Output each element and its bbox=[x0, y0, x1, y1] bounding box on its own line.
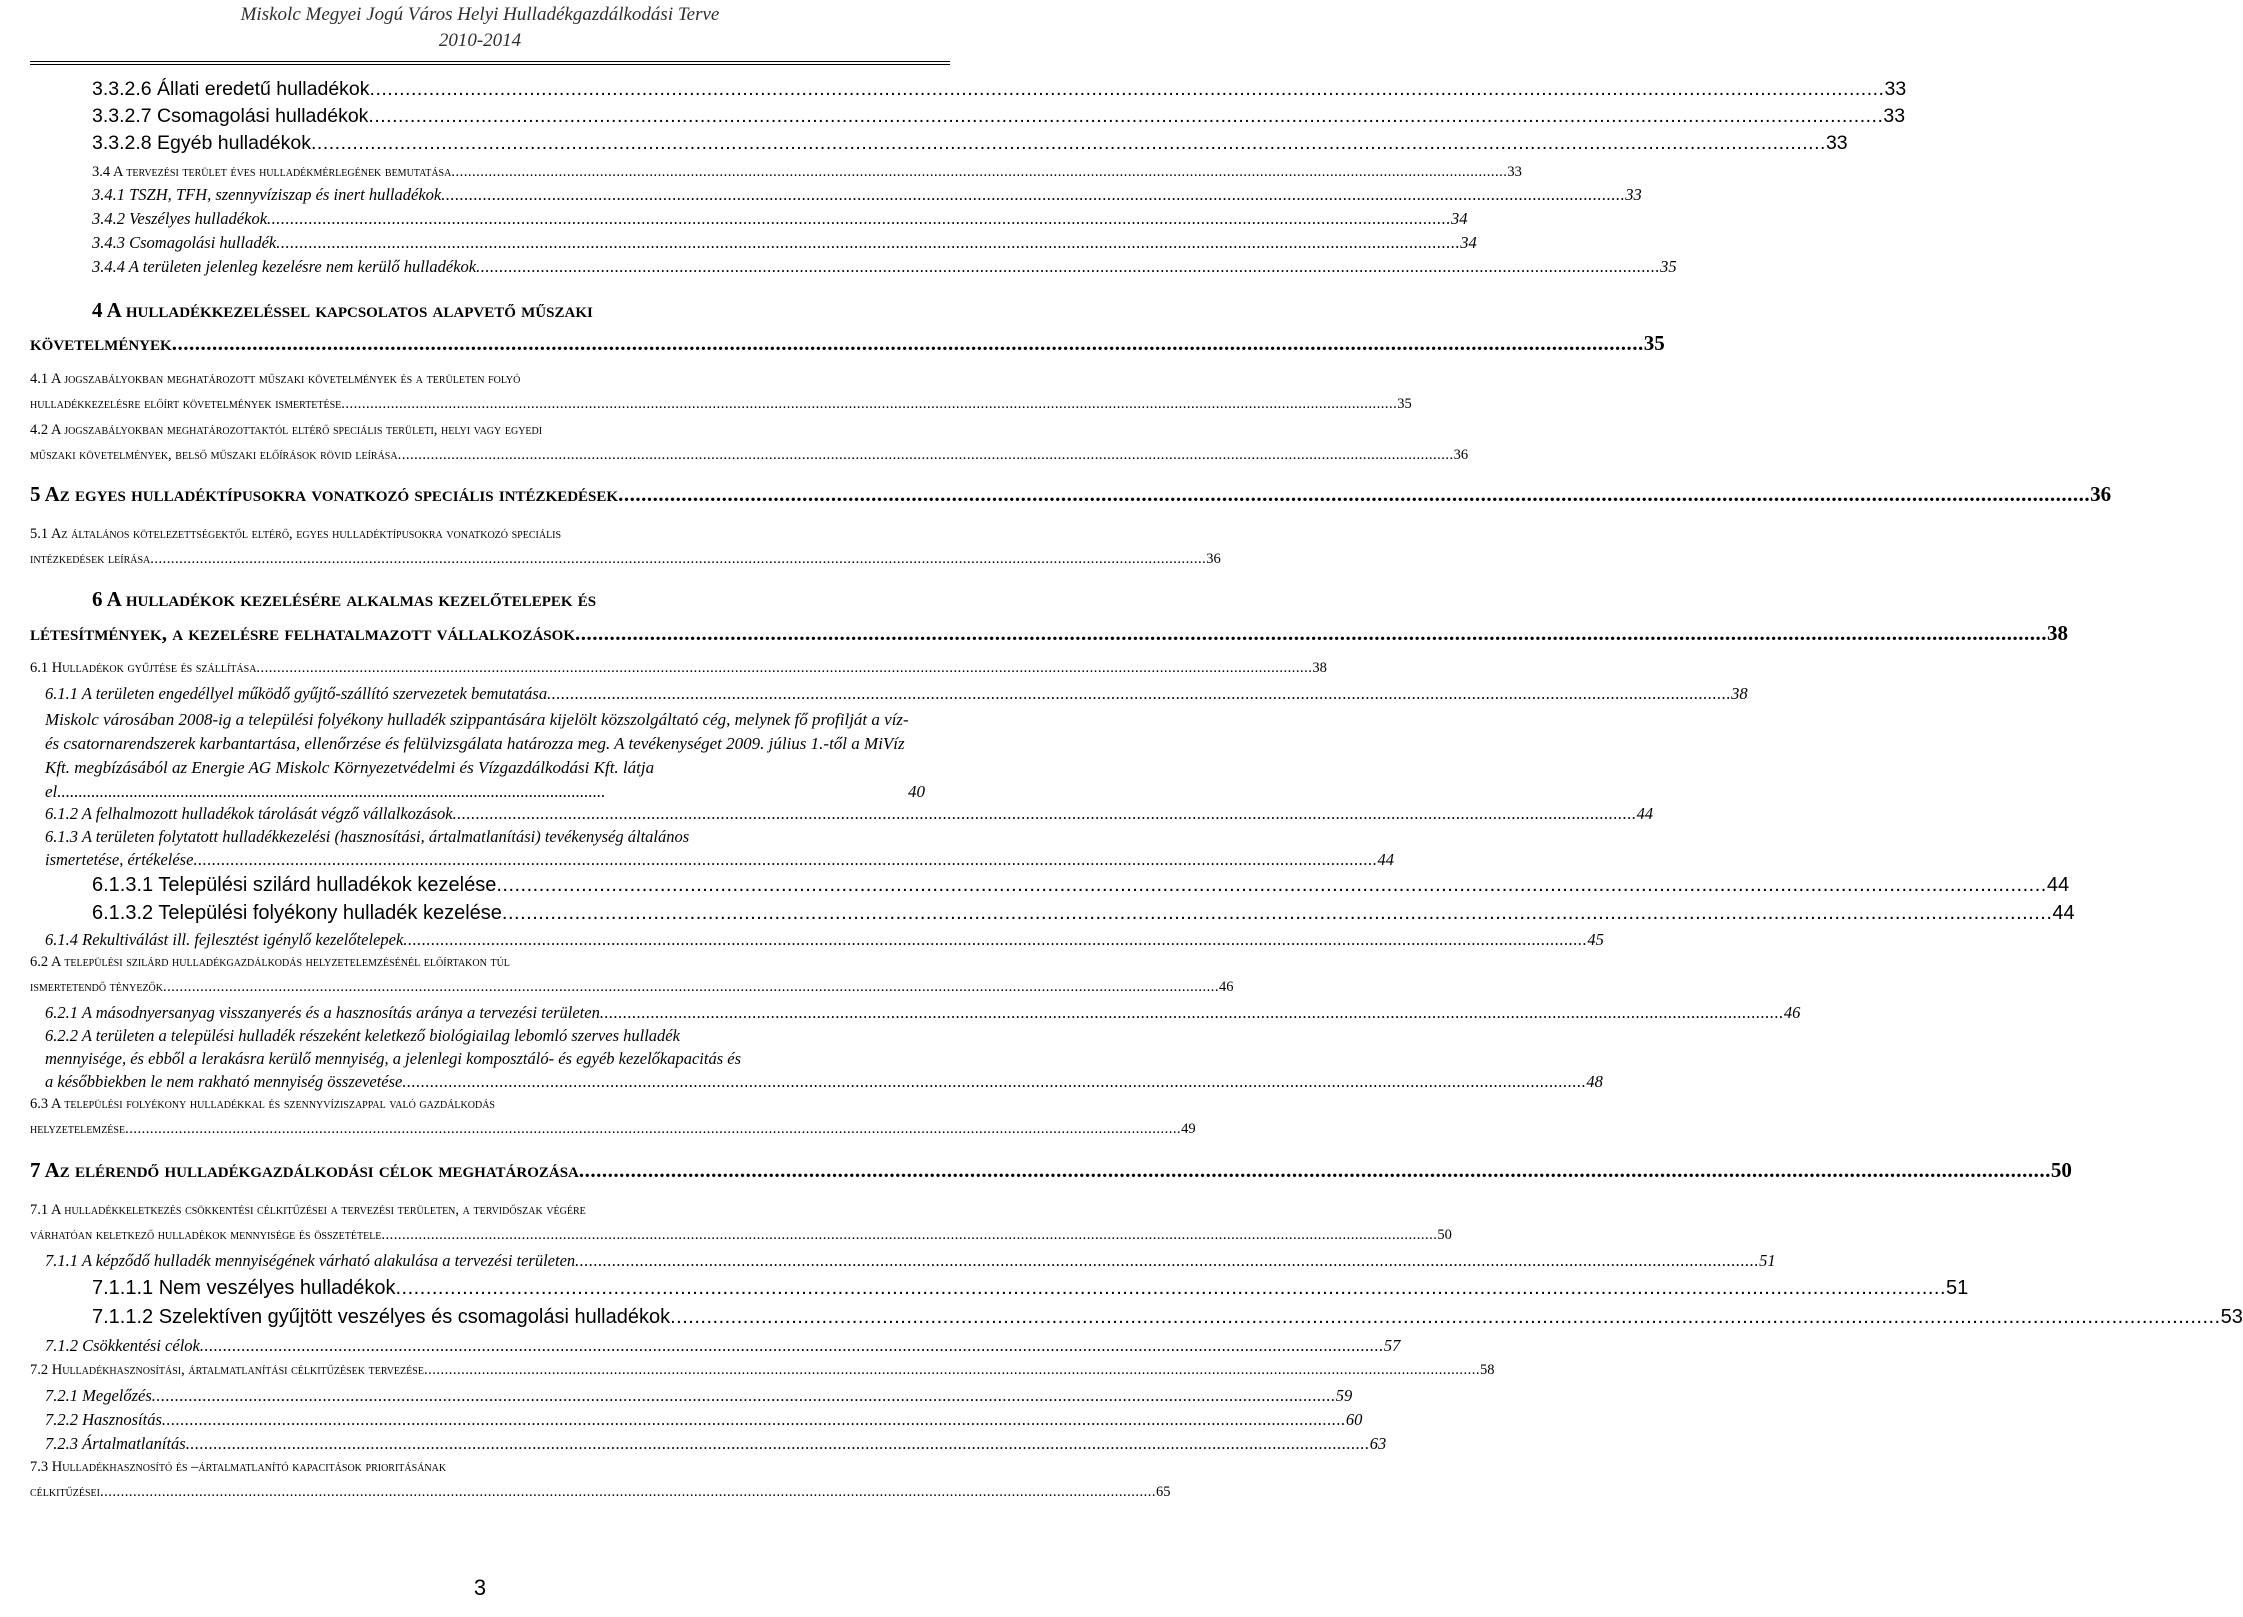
toc-entry[interactable]: várhatóan keletkező hulladékok mennyisége és összetétele ..... 50 bbox=[30, 1228, 925, 1243]
toc-entry[interactable]: 7.2.2 Hasznosítás ..... 60 bbox=[45, 1412, 925, 1429]
page-number: 3 bbox=[473, 1575, 487, 1600]
toc-entry[interactable]: létesítmények, a kezelésre felhatalmazott vállalkozások ..... 38 bbox=[30, 623, 925, 644]
toc-entry[interactable]: 6.1.3.2 Települési folyékony hulladék kezelése ..... 44 bbox=[92, 903, 925, 923]
toc-entry[interactable]: 3.4.2 Veszélyes hulladékok ..... 34 bbox=[92, 211, 922, 228]
toc-entry[interactable]: ismertetése, értékelése ..... 44 bbox=[45, 852, 925, 869]
toc-entry[interactable]: 3.4.1 TSZH, TFH, szennyvíziszap és inert hulladékok ..... 33 bbox=[92, 187, 922, 204]
toc-paragraph-text: Miskolc városában 2008-ig a települési folyékony hulladék szippantására kijelölt közszolgáltató cég, melynek fő profilját a víz- és csatornarendszerek karbantartása, ellenőrzése és felülvizsgálata határozza meg. A tevékenységet 2009. július 1.-től a MiVíz Kft. megbízásából az Energie AG Miskolc Környezetvédelmi és Vízgazdálkodási Kft. látja el bbox=[45, 710, 909, 801]
toc-entry-line1[interactable]: 4.2 A jogszabályokban meghatározottaktól eltérő speciális területi, helyi vagy egyedi bbox=[30, 422, 543, 438]
toc-paragraph-page: 40 bbox=[908, 782, 925, 801]
toc-entry[interactable]: 7 Az elérendő hulladékgazdálkodási célok meghatározása ..... 50 bbox=[30, 1160, 925, 1181]
toc-entry-line1[interactable]: 6.1.3 A területen folytatott hulladékkezelési (hasznosítási, ártalmatlanítási) tevékenység általános bbox=[45, 827, 690, 846]
toc-entry[interactable]: műszaki követelmények, belső műszaki előírások rövid leírása ..... 36 bbox=[30, 448, 925, 463]
toc-entry-line1[interactable]: 6.2 A települési szilárd hulladékgazdálkodás helyzetelemzésénél előírtakon túl bbox=[30, 954, 510, 970]
running-header-title: Miskolc Megyei Jogú Város Helyi Hulladékgazdálkodási Terve bbox=[240, 4, 720, 25]
header-rule-double bbox=[30, 64, 950, 65]
toc-entry[interactable]: a későbbiekben le nem rakható mennyiség összevetése ..... 48 bbox=[45, 1074, 925, 1091]
toc-entry[interactable]: 7.1.1 A képződő hulladék mennyiségének várható alakulása a tervezési területen ..... 51 bbox=[45, 1253, 925, 1270]
toc-heading-chapter-4[interactable]: 4 A hulladékkezeléssel kapcsolatos alapvető műszaki bbox=[92, 298, 593, 322]
toc-entry[interactable]: 6.2.1 A másodnyersanyag visszanyerés és a hasznosítás aránya a tervezési területen ..... 46 bbox=[45, 1005, 925, 1022]
toc-entry[interactable]: 7.1.1.2 Szelektíven gyűjtött veszélyes és csomagolási hulladékok ..... 53 bbox=[92, 1307, 925, 1327]
toc-entry[interactable]: ismertetendő tényezők ..... 46 bbox=[30, 980, 925, 995]
toc-entry[interactable]: 3.3.2.8 Egyéb hulladékok ..... 33 bbox=[92, 134, 922, 154]
toc-entry[interactable]: 7.2 Hulladékhasznosítási, ártalmatlanítási célkitűzések tervezése ..... 58 bbox=[30, 1363, 925, 1378]
toc-entry[interactable]: 6.1.3.1 Települési szilárd hulladékok kezelése ..... 44 bbox=[92, 875, 925, 895]
toc-entry-line1[interactable]: 7.3 Hulladékhasznosító és –ártalmatlanító kapacitások prioritásának bbox=[30, 1459, 447, 1475]
toc-entry-line1[interactable]: 6.3 A települési folyékony hulladékkal és szennyvíziszappal való gazdálkodás bbox=[30, 1096, 495, 1112]
header-rule bbox=[30, 61, 950, 62]
toc-entry-line1[interactable]: 5.1 Az általános kötelezettségektől eltérő, egyes hulladéktípusokra vonatkozó speciális bbox=[30, 526, 562, 542]
toc-entry[interactable]: 6.1.2 A felhalmozott hulladékok tárolását végző vállalkozások ..... 44 bbox=[45, 806, 925, 823]
toc-entry-line1[interactable]: 4.1 A jogszabályokban meghatározott műszaki követelmények és a területen folyó bbox=[30, 371, 521, 387]
toc-entry[interactable]: 6.1.1 A területen engedéllyel működő gyűjtő-szállító szervezetek bemutatása ..... 38 bbox=[45, 686, 925, 703]
toc-entry[interactable]: 5 Az egyes hulladéktípusokra vonatkozó speciális intézkedések ..... 36 bbox=[30, 484, 925, 505]
toc-paragraph-entry[interactable] bbox=[45, 708, 925, 804]
toc-entry[interactable]: 3.3.2.7 Csomagolási hulladékok ..... 33 bbox=[92, 107, 922, 127]
toc-entry[interactable]: 3.3.2.6 Állati eredetű hulladékok ..... 33 bbox=[92, 80, 922, 100]
toc-entry[interactable]: 7.1.1.1 Nem veszélyes hulladékok ..... 51 bbox=[92, 1278, 925, 1298]
toc-entry-line1[interactable]: 7.1 A hulladékkeletkezés csökkentési célkitűzései a tervezési területen, a tervidőszak végére bbox=[30, 1202, 586, 1218]
toc-entry[interactable]: követelmények ..... 35 bbox=[30, 333, 925, 354]
toc-entry[interactable]: 7.2.3 Ártalmatlanítás ..... 63 bbox=[45, 1436, 925, 1453]
toc-entry[interactable]: 7.1.2 Csökkentési célok ..... 57 bbox=[45, 1338, 925, 1355]
toc-paragraph-leader: ................................................................................................................................. bbox=[57, 782, 606, 801]
toc-entry-line1[interactable]: 6.2.2 A területen a települési hulladék részeként keletkező biológiailag lebomló szerves hulladék bbox=[45, 1026, 680, 1045]
toc-entry[interactable]: helyzetelemzése ..... 49 bbox=[30, 1122, 925, 1137]
toc-entry[interactable]: célkitűzései ..... 65 bbox=[30, 1485, 925, 1500]
toc-entry[interactable]: 6.1.4 Rekultiválást ill. fejlesztést igénylő kezelőtelepek ..... 45 bbox=[45, 932, 925, 949]
toc-heading-chapter-6[interactable]: 6 A hulladékok kezelésére alkalmas kezelőtelepek és bbox=[92, 587, 597, 611]
toc-entry[interactable]: 3.4.3 Csomagolási hulladék ..... 34 bbox=[92, 235, 922, 252]
toc-entry[interactable]: 7.2.1 Megelőzés ..... 59 bbox=[45, 1388, 925, 1405]
toc-entry-line2[interactable]: mennyisége, és ebből a lerakásra kerülő mennyiség, a jelenlegi komposztáló- és egyéb kezelőkapacitás és bbox=[45, 1049, 742, 1068]
toc-entry[interactable]: 6.1 Hulladékok gyűjtése és szállítása ..... 38 bbox=[30, 661, 925, 676]
toc-entry[interactable]: hulladékkezelésre előírt követelmények ismertetése ..... 35 bbox=[30, 397, 925, 412]
toc-entry[interactable]: 3.4 A tervezési terület éves hulladékmérlegének bemutatása ..... 33 bbox=[92, 165, 922, 180]
toc-entry[interactable]: 3.4.4 A területen jelenleg kezelésre nem kerülő hulladékok ..... 35 bbox=[92, 259, 922, 276]
running-header-years: 2010-2014 bbox=[438, 30, 522, 51]
toc-entry[interactable]: intézkedések leírása ..... 36 bbox=[30, 552, 925, 567]
